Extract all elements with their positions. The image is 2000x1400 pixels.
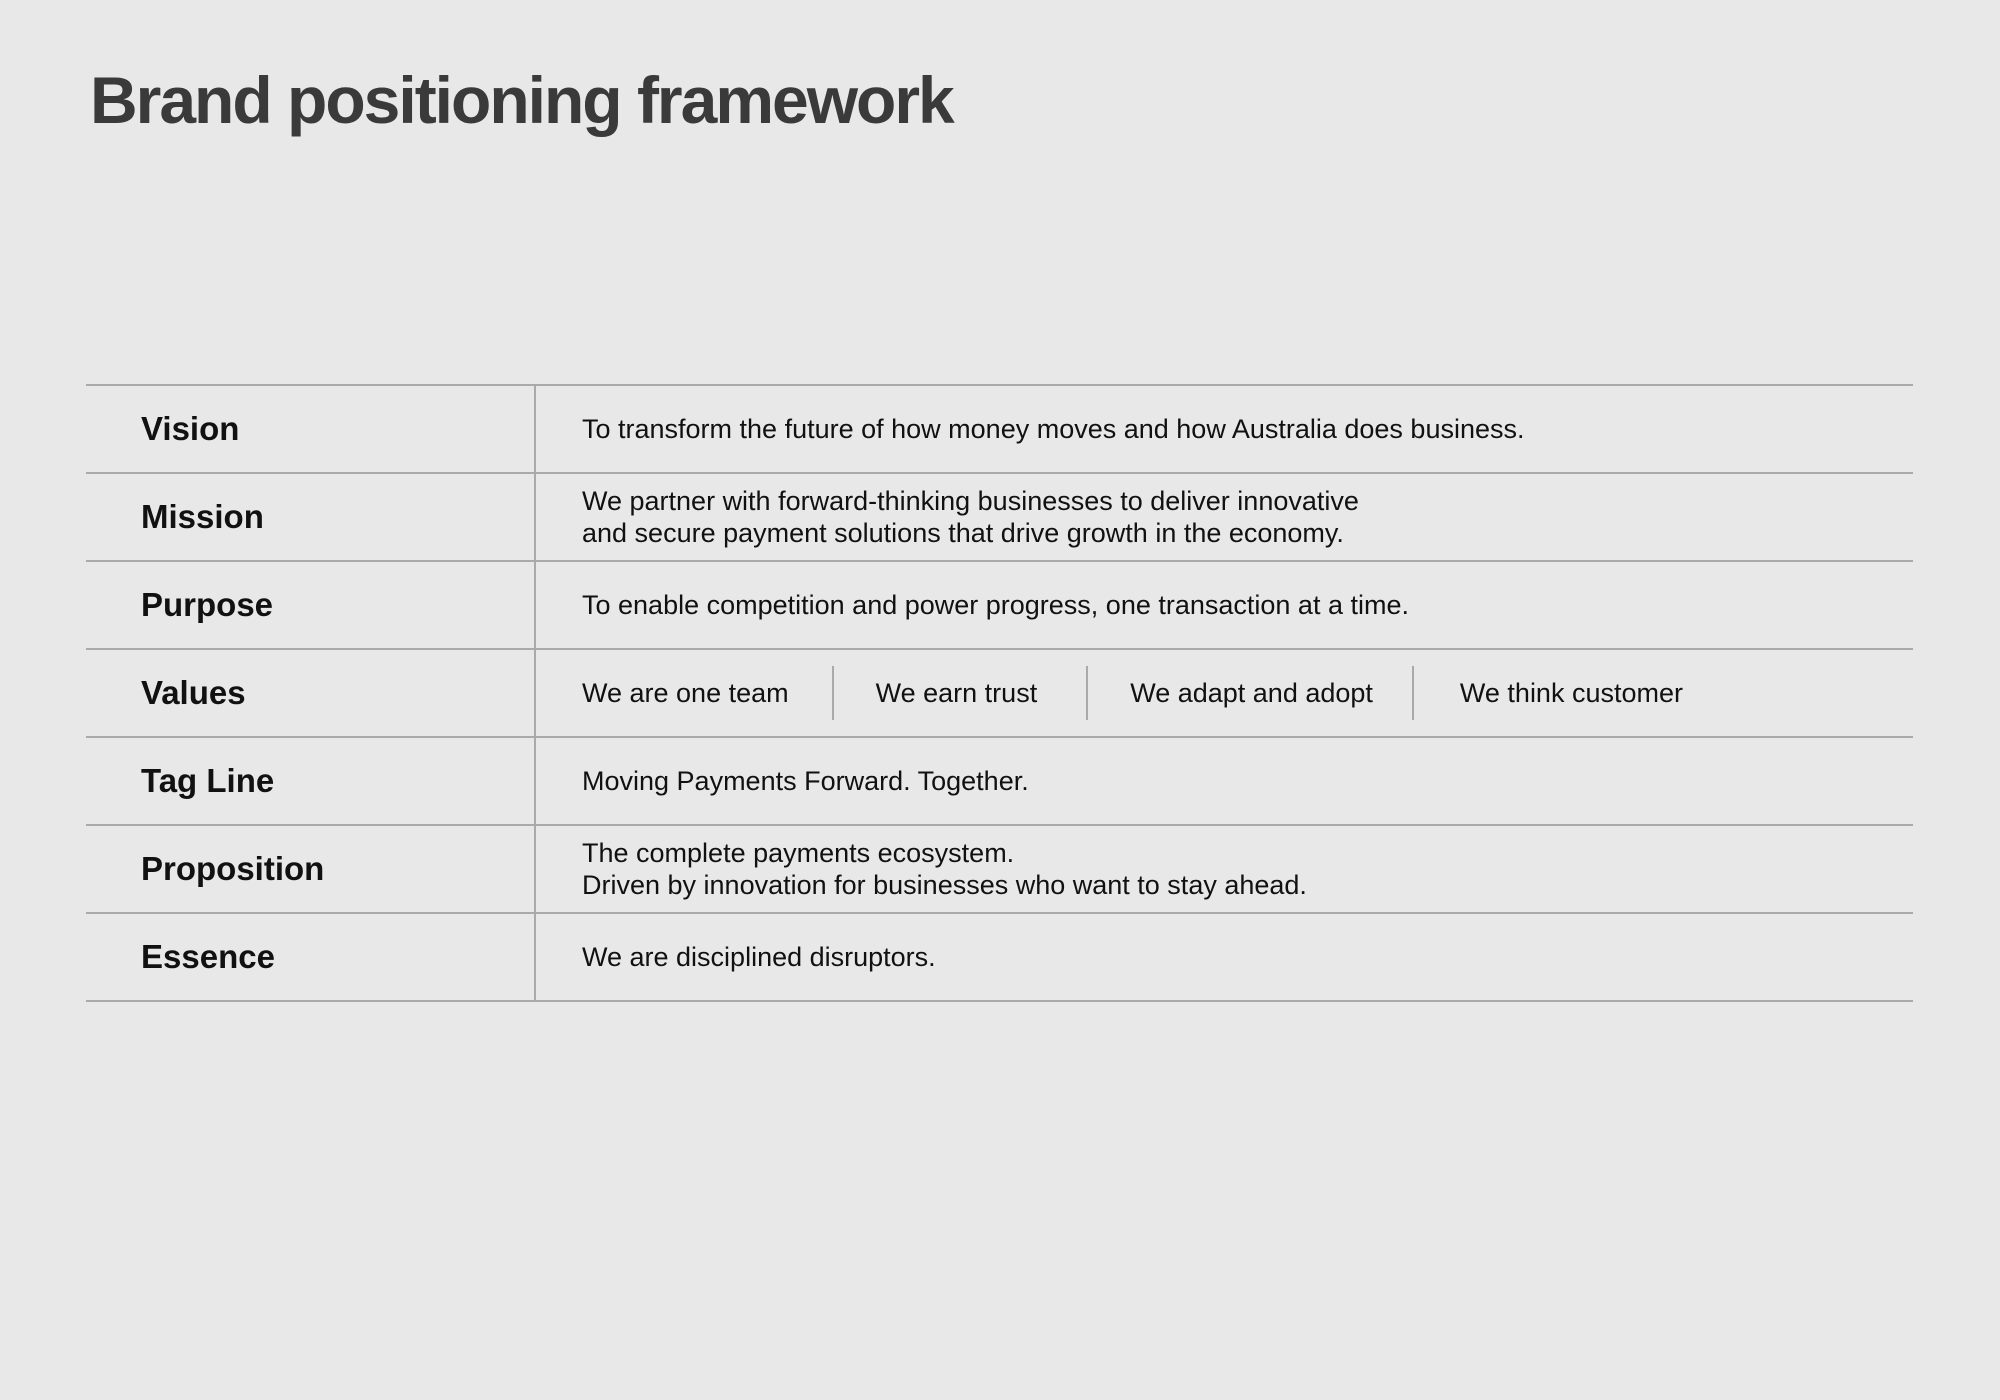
row-content-cell xyxy=(536,562,1913,648)
purpose-label: Purpose xyxy=(141,586,274,623)
value-item: We are one team xyxy=(582,677,789,708)
row-content-cell xyxy=(536,826,1913,912)
value-item: We earn trust xyxy=(875,677,1038,708)
row-content-cell xyxy=(536,474,1913,560)
page-title: Brand positioning framework xyxy=(90,63,953,137)
row-content-cell xyxy=(536,386,1913,472)
row-label-cell xyxy=(86,650,536,736)
mission-label: Mission xyxy=(141,498,264,535)
purpose-text: To enable competition and power progress, one transaction at a time. xyxy=(582,590,1409,620)
row-content-cell xyxy=(536,738,1913,824)
row-purpose xyxy=(86,562,1913,650)
row-label-cell xyxy=(86,386,536,472)
row-tagline xyxy=(86,738,1913,826)
row-label-cell xyxy=(86,474,536,560)
row-proposition xyxy=(86,826,1913,914)
row-values xyxy=(86,650,1913,738)
row-content-cell xyxy=(536,914,1913,1000)
row-vision xyxy=(86,386,1913,474)
values-label: Values xyxy=(141,674,246,711)
vision-text: To transform the future of how money moves and how Australia does business. xyxy=(582,414,1525,444)
tagline-label: Tag Line xyxy=(141,762,275,799)
value-item: We think customer xyxy=(1459,677,1683,708)
vision-label: Vision xyxy=(141,410,240,447)
essence-text: We are disciplined disruptors. xyxy=(582,942,936,972)
row-label-cell xyxy=(86,914,536,1000)
values-list xyxy=(582,666,1683,720)
tagline-text: Moving Payments Forward. Together. xyxy=(582,766,1029,796)
mission-line: and secure payment solutions that drive growth in the economy. xyxy=(582,518,1344,548)
mission-line: We partner with forward-thinking businesses to deliver innovative xyxy=(582,486,1359,516)
brand-framework-table xyxy=(86,384,1913,1002)
row-label-cell xyxy=(86,738,536,824)
essence-label: Essence xyxy=(141,938,275,975)
proposition-label: Proposition xyxy=(141,850,325,887)
proposition-line: Driven by innovation for businesses who want to stay ahead. xyxy=(582,870,1307,900)
row-essence xyxy=(86,914,1913,1002)
proposition-line: The complete payments ecosystem. xyxy=(582,838,1015,868)
row-mission xyxy=(86,474,1913,562)
row-label-cell xyxy=(86,562,536,648)
mission-text xyxy=(582,485,1359,549)
proposition-text xyxy=(582,837,1307,901)
value-item: We adapt and adopt xyxy=(1130,677,1373,708)
row-content-cell xyxy=(536,650,1913,736)
row-label-cell xyxy=(86,826,536,912)
